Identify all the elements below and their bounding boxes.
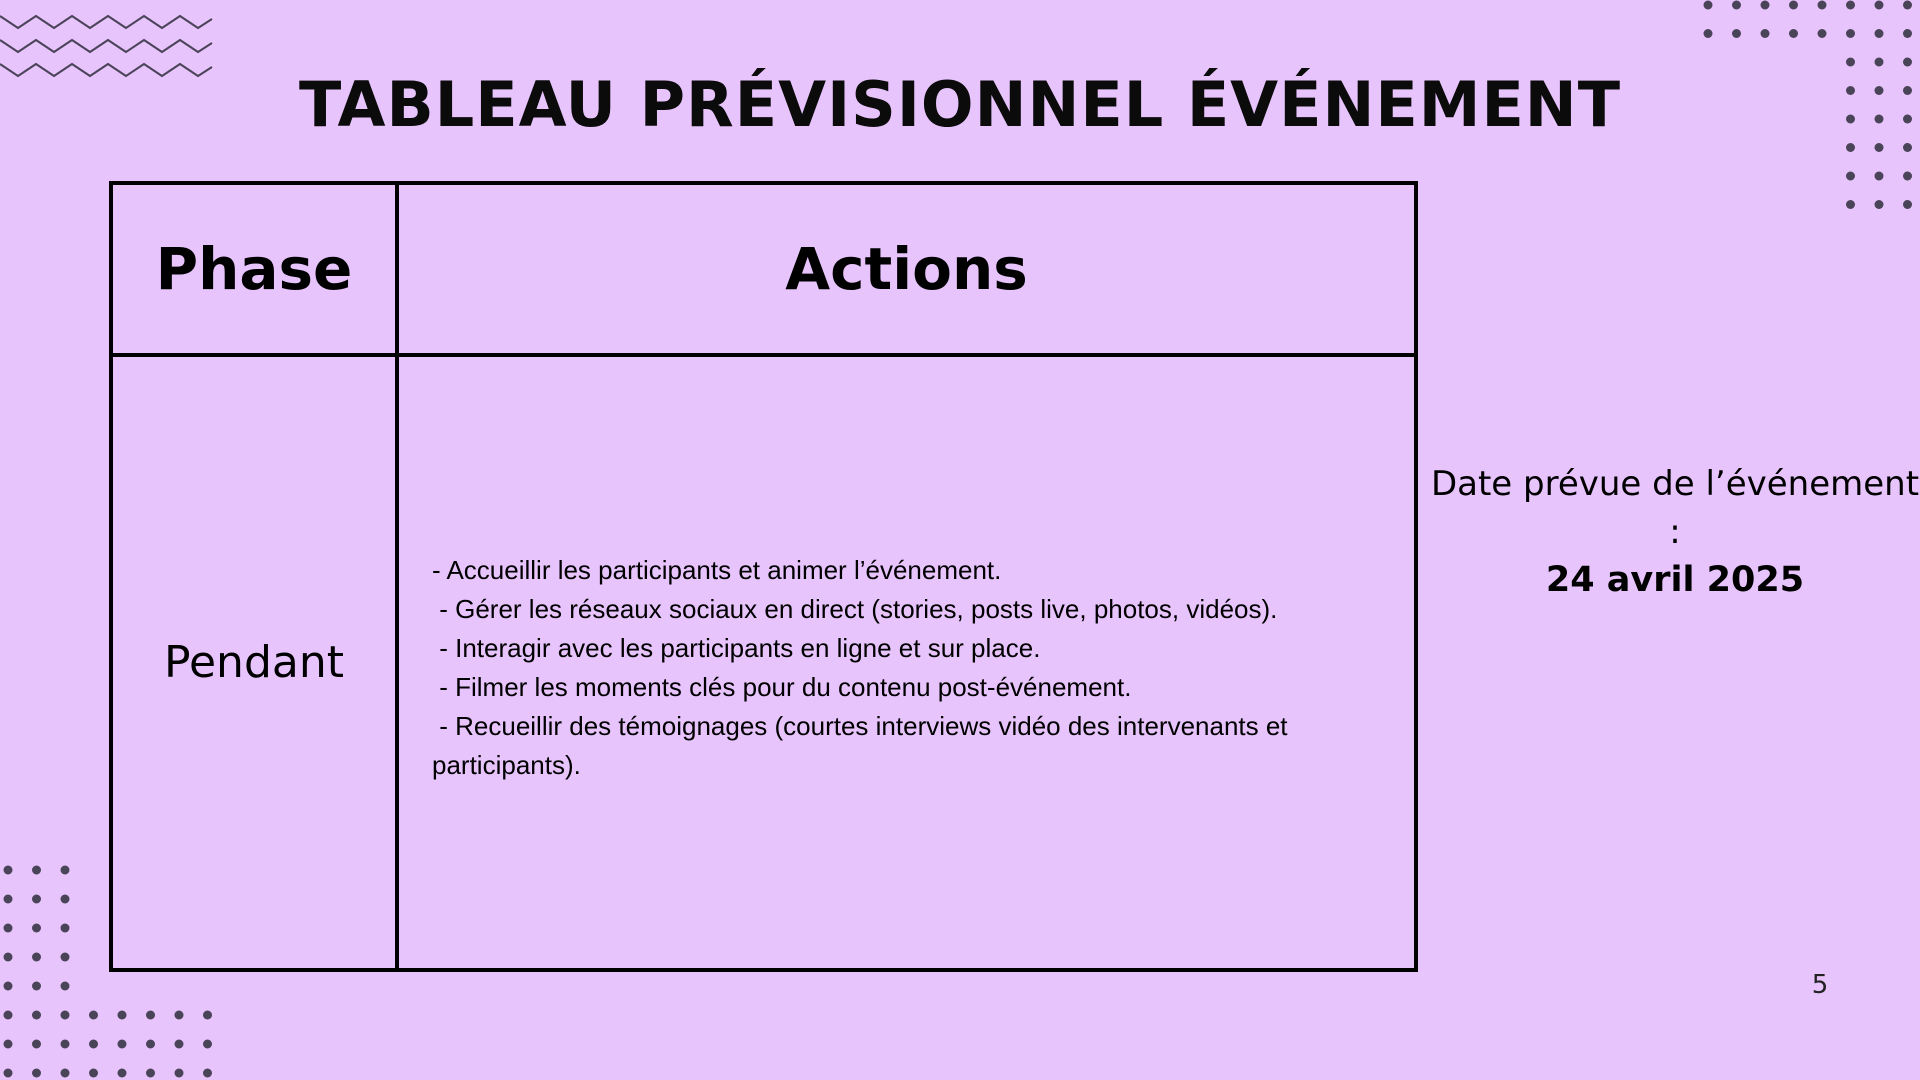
event-date-value: 24 avril 2025	[1545, 560, 1805, 600]
decoration-dot	[61, 895, 70, 904]
decoration-dot	[1846, 29, 1855, 38]
slide-title: TABLEAU PRÉVISIONNEL ÉVÉNEMENT	[299, 68, 1621, 141]
event-date-block	[1430, 460, 1920, 604]
decoration-dot	[1875, 1, 1884, 10]
decoration-dot	[61, 924, 70, 933]
decoration-dot	[89, 1011, 98, 1020]
decoration-dot	[1846, 172, 1855, 181]
decoration-dot	[1846, 200, 1855, 209]
decoration-dot	[175, 1040, 184, 1049]
decoration-dot	[1818, 1, 1827, 10]
decoration-dot	[175, 1011, 184, 1020]
decoration-dot	[4, 1040, 13, 1049]
decoration-dot	[1704, 1, 1713, 10]
decoration-dot	[61, 953, 70, 962]
decoration-dot	[1732, 1, 1741, 10]
decoration-dot	[32, 1040, 41, 1049]
table-row	[111, 355, 1416, 970]
decoration-dot	[146, 1040, 155, 1049]
decoration-dot	[1761, 1, 1770, 10]
forecast-table	[109, 181, 1418, 972]
decoration-dot	[1846, 58, 1855, 67]
decoration-dot	[146, 1011, 155, 1020]
decoration-dot	[1789, 1, 1798, 10]
decoration-dot	[118, 1069, 127, 1078]
table-header-row	[111, 183, 1416, 355]
decoration-dot	[1875, 58, 1884, 67]
page-number: 5	[1811, 970, 1829, 1000]
decoration-dot	[1903, 29, 1912, 38]
actions-cell	[397, 355, 1416, 970]
decoration-dot	[4, 1011, 13, 1020]
decoration-dot	[4, 982, 13, 991]
decoration-dot	[4, 895, 13, 904]
decoration-dot	[1903, 143, 1912, 152]
decoration-dot	[1903, 172, 1912, 181]
decoration-dot	[89, 1069, 98, 1078]
decoration-dot	[1704, 29, 1713, 38]
decoration-dot	[32, 1011, 41, 1020]
decoration-dot	[118, 1040, 127, 1049]
decoration-dot	[4, 953, 13, 962]
decoration-dot	[61, 1040, 70, 1049]
decoration-dot	[4, 1069, 13, 1078]
decoration-dot	[1875, 172, 1884, 181]
decoration-dot	[1761, 29, 1770, 38]
decoration-dot	[1818, 29, 1827, 38]
decoration-dot	[146, 1069, 155, 1078]
decoration-dot	[175, 1069, 184, 1078]
decoration-dot	[32, 982, 41, 991]
decoration-dot	[1875, 29, 1884, 38]
decoration-dot	[118, 1011, 127, 1020]
decoration-dot	[4, 924, 13, 933]
decoration-dot	[61, 1011, 70, 1020]
decoration-dot	[203, 1069, 212, 1078]
action-item: - Recueillir des témoignages (courtes interviews vidéo des intervenants et participants).	[432, 710, 1295, 780]
decoration-dot	[61, 982, 70, 991]
action-item: - Interagir avec les participants en ligne et sur place.	[432, 632, 1041, 663]
action-item: - Gérer les réseaux sociaux en direct (stories, posts live, photos, vidéos).	[432, 593, 1278, 624]
action-item: - Filmer les moments clés pour du contenu post-événement.	[432, 671, 1132, 702]
decoration-dot	[61, 1069, 70, 1078]
decoration-dot	[1903, 200, 1912, 209]
decoration-dot	[1903, 1, 1912, 10]
event-date-label: Date prévue de l’événement :	[1430, 464, 1920, 552]
decoration-dot	[1789, 29, 1798, 38]
header-phase: Phase	[111, 183, 397, 355]
decoration-dot	[1875, 143, 1884, 152]
decoration-dot	[32, 924, 41, 933]
decoration-dot	[4, 866, 13, 875]
decoration-dot	[32, 866, 41, 875]
decoration-dot	[89, 1040, 98, 1049]
decoration-dot	[32, 1069, 41, 1078]
action-item: - Accueillir les participants et animer l’événement.	[432, 554, 1002, 585]
decoration-dot	[1903, 58, 1912, 67]
header-actions: Actions	[397, 183, 1416, 355]
decoration-dot	[1732, 29, 1741, 38]
phase-cell: Pendant	[111, 355, 397, 970]
decoration-dot	[61, 866, 70, 875]
decoration-dot	[1846, 1, 1855, 10]
decoration-dot	[203, 1011, 212, 1020]
decoration-dot	[32, 895, 41, 904]
decoration-dot	[1875, 200, 1884, 209]
decoration-dot	[203, 1040, 212, 1049]
decoration-dot	[1846, 143, 1855, 152]
decoration-dot	[32, 953, 41, 962]
